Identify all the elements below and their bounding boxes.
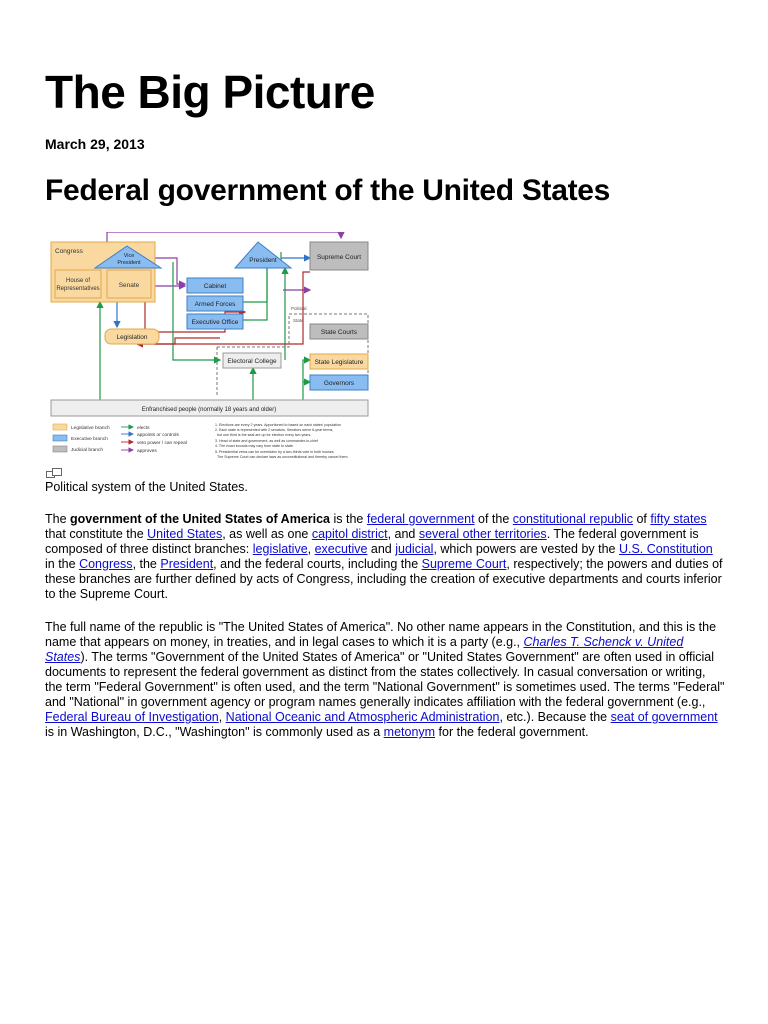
svg-text:Representatives: Representatives <box>56 286 100 292</box>
svg-text:Armed Forces: Armed Forces <box>194 301 236 308</box>
name-paragraph: The full name of the republic is "The United States of America". No other name appears in the Constitution, and this is the name that appears on money, in treaties, and in legal cases to which it is a party (e.g., Charles T. Schenck v. United States). The terms "Government of the United States of America" or "United States Government" are often used in official documents to represent the federal government as distinct from the states collectively. In casual conversation or writing, the term "Federal Government" is often used, and the term "National Government" is sometimes used. The terms "Federal" and "National" in government agency or program names generally indicates affiliation with the federal government (e.g., Federal Bureau of Investigation, National Oceanic and Atmospheric Administration, etc.). Because the seat of government is in Washington, D.C., "Washington" is commonly used as a metonym for the federal government. <box>45 620 725 739</box>
supreme-court-box <box>310 242 368 270</box>
svg-text:State Courts: State Courts <box>320 329 358 336</box>
executive-boxes <box>187 278 243 329</box>
link-noaa[interactable]: National Oceanic and Atmospheric Administration <box>225 710 500 724</box>
svg-text:State: State <box>293 318 304 323</box>
link-supreme-court[interactable]: Supreme Court <box>421 557 507 571</box>
post-title[interactable]: Federal government of the United States <box>45 174 611 207</box>
intro-paragraph: The government of the United States of America is the federal government of the constitutional republic of fifty states that constitute the United States, as well as one capitol district, and several other territories. The federal government is composed of three distinct branches: legislative, executive and judicial, which powers are vested by the U.S. Constitution in the Congress, the President, and the federal courts, including the Supreme Court, respectively; the powers and duties of these branches are further defined by acts of Congress, including the creation of executive departments and courts inferior to the Supreme Court. <box>45 512 723 601</box>
diagram-legend <box>53 424 187 454</box>
svg-text:Political: Political <box>291 306 307 311</box>
electoral-college-box <box>223 353 281 368</box>
link-fbi[interactable]: Federal Bureau of Investigation <box>45 710 219 724</box>
link-federal-government[interactable]: federal government <box>366 512 475 526</box>
link-schenck-v-united-states[interactable]: Charles T. Schenck v. United States <box>45 635 684 664</box>
svg-text:President: President <box>249 257 277 264</box>
svg-text:approves: approves <box>137 449 157 454</box>
link-capitol-district[interactable]: capitol district <box>311 527 388 541</box>
svg-text:Legislation: Legislation <box>116 334 148 341</box>
svg-text:Judicial branch: Judicial branch <box>71 448 103 453</box>
svg-text:Governors: Governors <box>323 380 355 387</box>
svg-text:5. Presidential vetos can be o: 5. Presidential vetos can be overridden by a two-thirds vote in both houses <box>215 450 334 454</box>
svg-text:Senate: Senate <box>118 282 140 289</box>
svg-text:appoints or controls: appoints or controls <box>137 433 179 438</box>
link-other-territories[interactable]: several other territories <box>418 527 547 541</box>
link-us-constitution[interactable]: U.S. Constitution <box>618 542 713 556</box>
congress-box <box>51 242 155 302</box>
svg-text:Congress: Congress <box>55 248 83 255</box>
link-constitutional-republic[interactable]: constitutional republic <box>512 512 633 526</box>
svg-text:4. The exact bounds may vary f: 4. The exact bounds may vary from state to state. <box>215 444 294 448</box>
link-seat-of-government[interactable]: seat of government <box>610 710 718 724</box>
svg-text:elects: elects <box>137 426 150 431</box>
federal-government-diagram[interactable] <box>45 232 375 467</box>
svg-text:veto power / can repeal: veto power / can repeal <box>137 441 187 446</box>
link-metonym[interactable]: metonym <box>383 725 436 739</box>
svg-text:2. Each state is represented w: 2. Each state is represented with 2 senators. Senators serve 6-year terms, <box>215 428 334 432</box>
svg-text:Electoral College: Electoral College <box>227 358 277 365</box>
link-united-states[interactable]: United States <box>147 527 223 541</box>
svg-text:Legislative branch: Legislative branch <box>71 426 110 431</box>
legislation-box <box>105 329 159 344</box>
enlarge-icon[interactable] <box>46 468 62 479</box>
svg-text:1. Elections are every 2 years: 1. Elections are every 2 years. Apportioned to based on each states' population <box>215 423 341 427</box>
link-executive[interactable]: executive <box>314 542 368 556</box>
link-fifty-states[interactable]: fifty states <box>650 512 707 526</box>
svg-text:Cabinet: Cabinet <box>203 283 227 290</box>
post-date: March 29, 2013 <box>45 136 145 152</box>
svg-text:President: President <box>117 260 141 266</box>
diagram-notes <box>215 423 348 459</box>
svg-text:Enfranchised people (normally: Enfranchised people (normally 18 years and older) <box>141 407 277 413</box>
link-congress[interactable]: Congress <box>79 557 133 571</box>
president-triangle <box>235 242 291 268</box>
svg-text:but one third is the seat are: but one third is the seat are up for election every two years. <box>217 433 312 437</box>
svg-text:House of: House of <box>65 278 91 284</box>
figure-caption: Political system of the United States. <box>45 480 248 494</box>
svg-text:Executive branch: Executive branch <box>71 437 108 442</box>
svg-text:State Legislature: State Legislature <box>314 359 364 366</box>
svg-text:3. Head of state and governmen: 3. Head of state and government, as well as commander-in-chief <box>215 439 318 443</box>
link-legislative[interactable]: legislative <box>252 542 308 556</box>
svg-text:The Supreme Court can declare: The Supreme Court can declare laws as unconstitutional and thereby cancel them. <box>217 455 349 459</box>
svg-text:Vice: Vice <box>123 253 135 259</box>
enfranchised-people-bar <box>51 400 368 416</box>
link-judicial[interactable]: judicial <box>395 542 434 556</box>
svg-text:Executive Office: Executive Office <box>191 319 239 326</box>
link-president[interactable]: President <box>160 557 214 571</box>
svg-text:Supreme Court: Supreme Court <box>316 254 362 261</box>
site-title[interactable]: The Big Picture <box>45 66 375 118</box>
